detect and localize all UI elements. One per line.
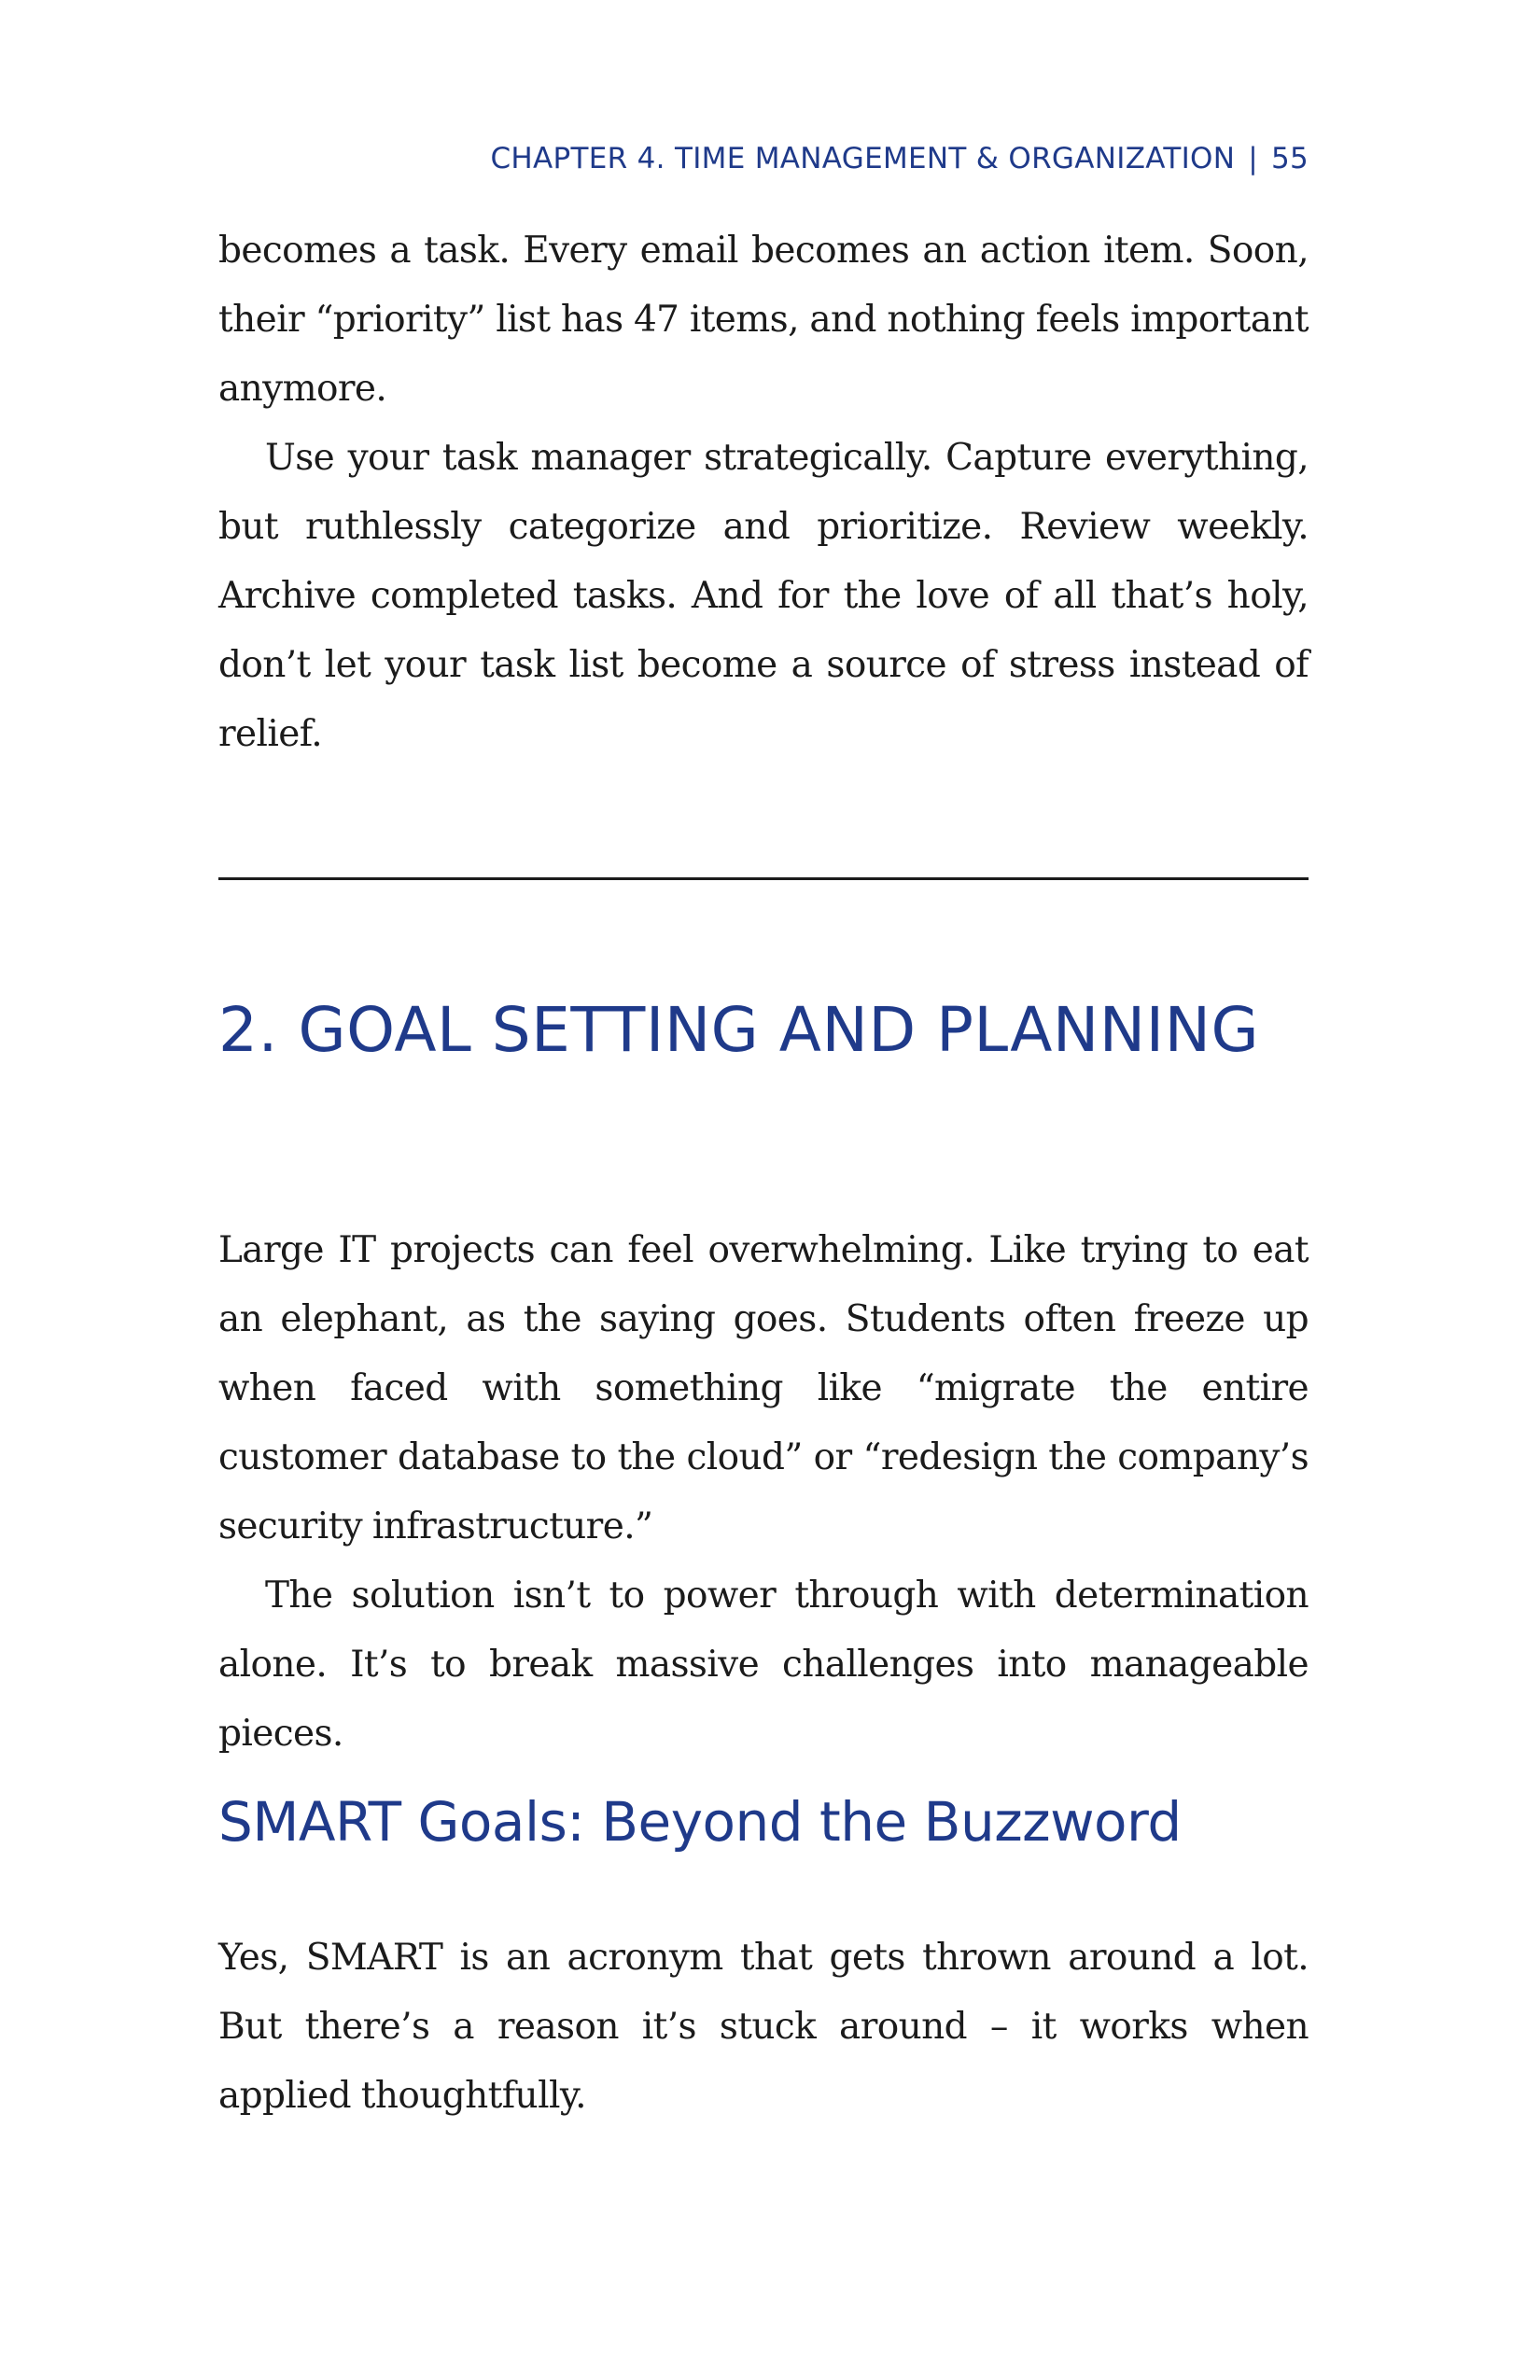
paragraph: Use your task manager strategically. Capture everything, but ruthlessly categorize and prioritize. Review weekly. Archive completed tasks. And for the love of all that’s holy, don’t let your task list become a source of stress instead of relief.	[218, 437, 1309, 755]
paragraph: Yes, SMART is an acronym that gets thrown around a lot. But there’s a reason it’s stuck around – it works when applied thoughtfully.	[218, 1937, 1309, 2117]
chapter-title: CHAPTER 4. TIME MANAGEMENT & ORGANIZATION	[490, 142, 1236, 175]
section-text	[218, 1216, 1309, 1769]
subsection-text	[218, 1924, 1309, 2131]
paragraph: becomes a task. Every email becomes an action item. Soon, their “priority” list has 47 items, and nothing feels important anymore.	[218, 230, 1309, 410]
page-number: 55	[1270, 142, 1309, 175]
subsection-heading: SMART Goals: Beyond the Buzzword	[218, 1790, 1182, 1854]
section-divider	[218, 877, 1309, 880]
header-separator: |	[1248, 142, 1258, 175]
intro-text	[218, 217, 1309, 769]
section-heading: 2. GOAL SETTING AND PLANNING	[218, 994, 1260, 1066]
paragraph: The solution isn’t to power through with determination alone. It’s to break massive challenges into manageable pieces.	[218, 1575, 1309, 1755]
running-header	[490, 142, 1309, 175]
paragraph: Large IT projects can feel overwhelming. Like trying to eat an elephant, as the saying goes. Students often freeze up when faced with something like “migrate the entire customer database to the cloud” or “redesign the company’s security infrastructure.”	[218, 1229, 1309, 1547]
